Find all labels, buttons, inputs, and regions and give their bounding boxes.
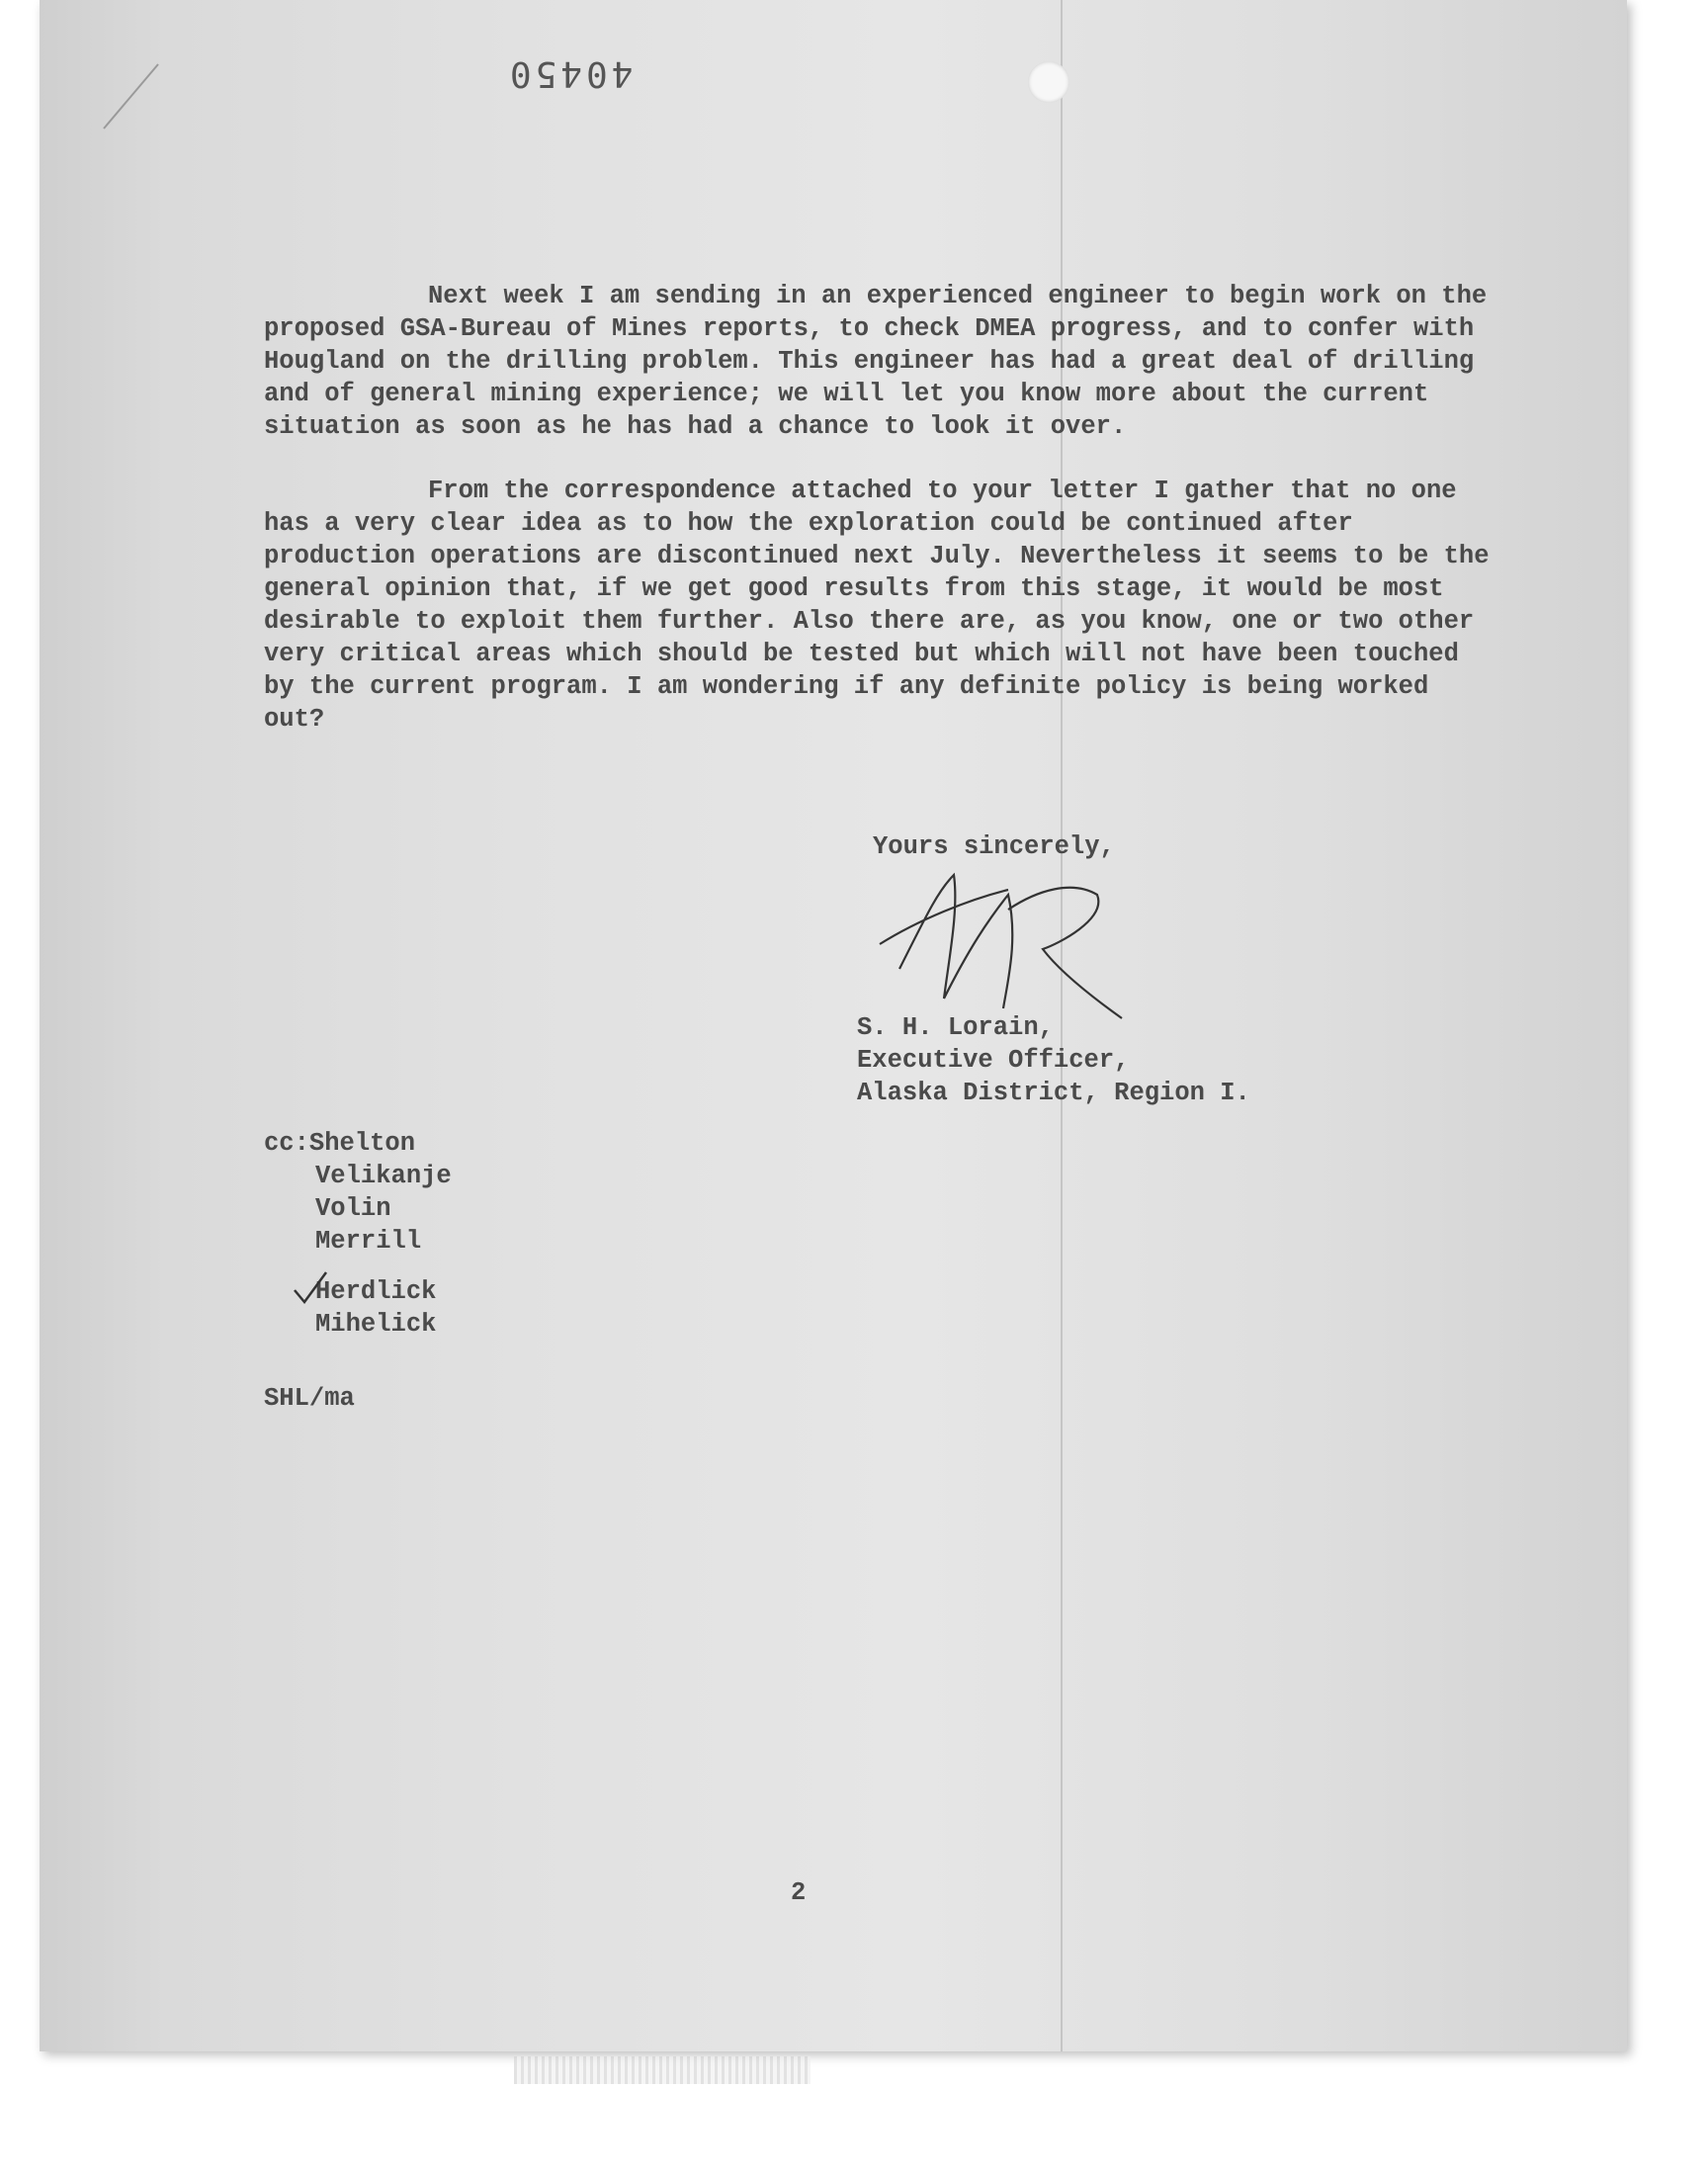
punch-hole xyxy=(1028,61,1069,103)
document-stamp-number: 40450 xyxy=(506,53,634,94)
signature-icon xyxy=(860,850,1156,1028)
typist-initials: SHL/ma xyxy=(264,1384,355,1413)
cc-prefix: cc: xyxy=(264,1129,309,1158)
cc-name: Mihelick xyxy=(315,1310,437,1339)
page-number: 2 xyxy=(791,1878,807,1907)
paragraph-1: Next week I am sending in an experienced engineer to begin work on the proposed GSA-Bureau of Mines reports, to check DMEA progress, and to confer with Hougland on the drilling problem. This engineer has had a great deal of drilling and of general mining experience; we will let you know more about the current situation as soon as he has had a chance to look it over. xyxy=(264,282,1488,441)
cc-name: Merrill xyxy=(315,1227,422,1256)
cc-name: Velikanje xyxy=(315,1162,452,1190)
signer-title: Executive Officer, xyxy=(857,1046,1130,1075)
pencil-mark xyxy=(99,59,178,138)
closing: Yours sincerely, xyxy=(873,832,1115,861)
signer-name: S. H. Lorain, xyxy=(857,1013,1054,1042)
signature-block xyxy=(857,1011,1250,1109)
letter-body xyxy=(264,280,1490,767)
paragraph-2: From the correspondence attached to your letter I gather that no one has a very clear idea as to how the exploration could be continued after production operations are discontinued next July. Nevertheless it seems to be the general opinion that, if we get good results from this stage, it would be most desirable to exploit them further. Also there are, as you know, one or two other very critical areas which should be tested but which will not have been touched by the current program. I am wondering if any definite policy is being worked out? xyxy=(264,477,1490,734)
cc-first-line xyxy=(264,1127,452,1160)
cc-list xyxy=(264,1127,452,1341)
scanner-artifact xyxy=(514,2056,811,2084)
cc-name-checked: Herdlick xyxy=(315,1277,437,1306)
signer-office: Alaska District, Region I. xyxy=(857,1079,1250,1107)
checkmark-icon xyxy=(293,1270,328,1306)
cc-name: Shelton xyxy=(308,1129,416,1158)
cc-name: Volin xyxy=(315,1194,391,1223)
